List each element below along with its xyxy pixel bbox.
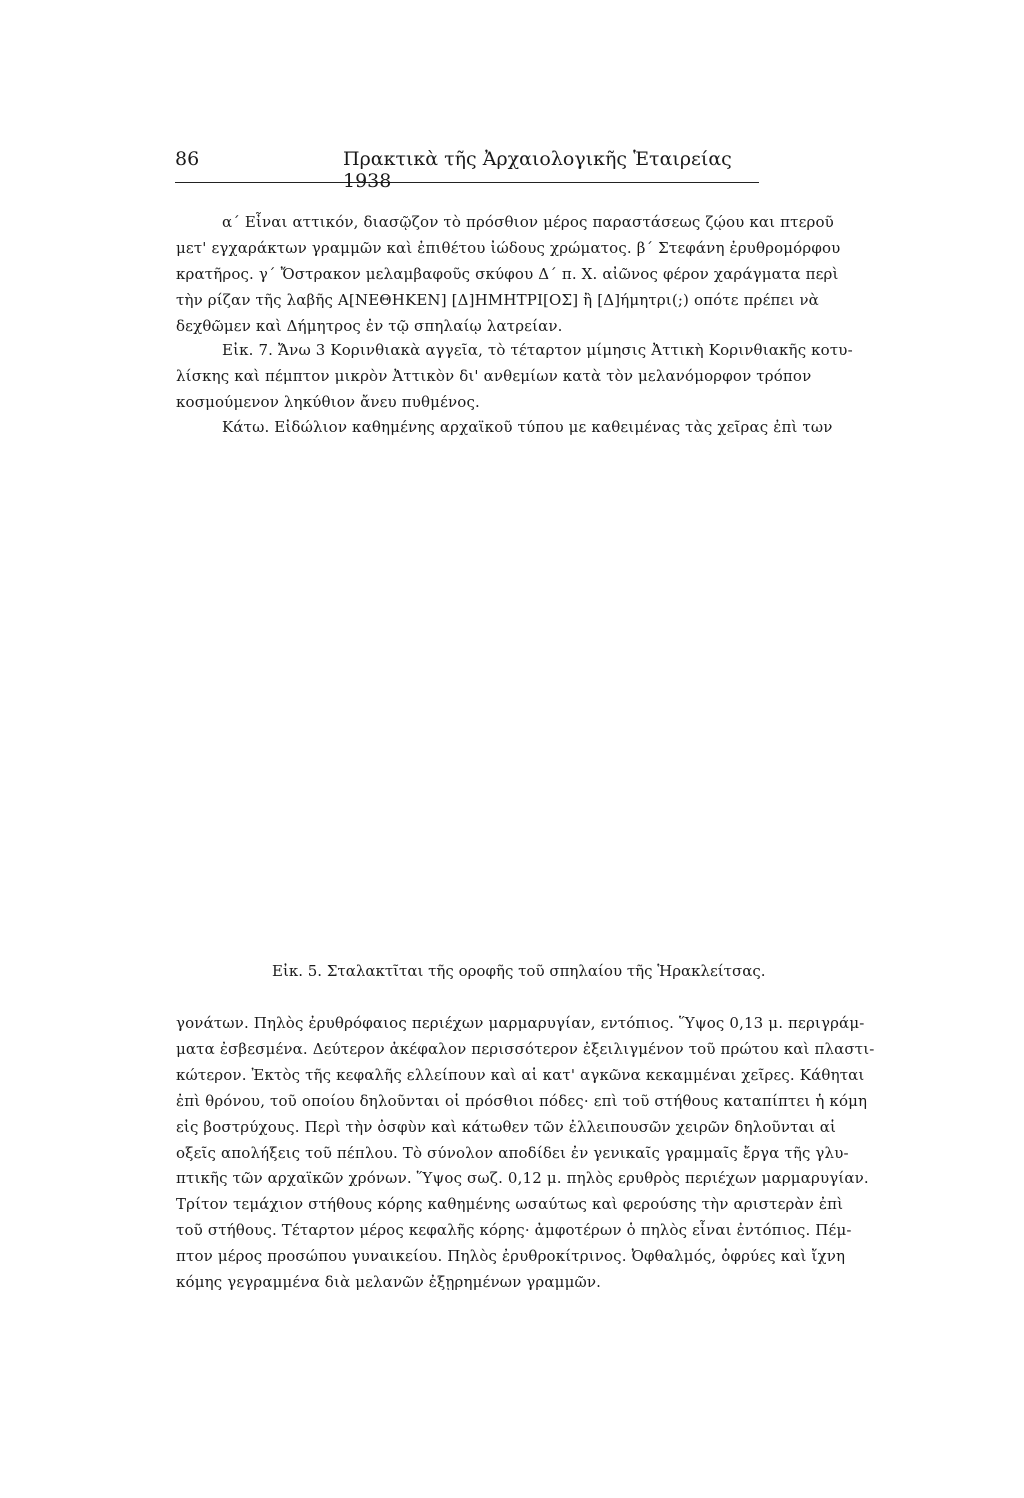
text-line: ματα ἐσβεσμένα. Δεύτερον ἀκέφαλον περισσότερον ἐξειλιγμένον τοῦ πρώτου καὶ πλαστι- [176,1040,875,1058]
text-line: δεχθῶμεν καὶ Δήμητρος ἐν τῷ σπηλαίῳ λατρείαν. [176,317,563,335]
text-line: τοῦ στήθους. Τέταρτον μέρος κεφαλῆς κόρης· ἀμφοτέρων ὁ πηλὸς εἶναι ἐντόπιος. Πέμ- [176,1221,852,1239]
text-line: κόμης γεγραμμένα διὰ μελανῶν ἐξῃρημένων γραμμῶν. [176,1273,602,1291]
text-line: πτον μέρος προσώπου γυναικείου. Πηλὸς ἐρυθροκίτρινος. Ὀφθαλμός, ὀφρύες καὶ ἴχνη [176,1247,846,1265]
page-number: 86 [175,148,200,170]
page-header [175,148,759,192]
text-line: μετ' εγχαράκτων γραμμῶν καὶ ἐπιθέτου ἰώδους χρώματος. β΄ Στεφάνη ἐρυθρομόρφου [176,239,841,257]
text-line: οξεῖς απολήξεις τοῦ πέπλου. Τὸ σύνολον αποδίδει ἐν γενικαῖς γραμμαῖς ἔργα τῆς γλυ- [176,1144,849,1162]
text-line: γονάτων. Πηλὸς ἐρυθρόφαιος περιέχων μαρμαρυγίαν, εντόπιος. Ὕψος 0,13 μ. περιγράμ- [176,1014,865,1032]
text-line: Κάτω. Εἰδώλιον καθημένης αρχαϊκοῦ τύπου με καθειμένας τὰς χεῖρας ἐπὶ των [222,418,833,436]
text-line: κώτερον. Ἐκτὸς τῆς κεφαλῆς ελλείπουν καὶ αἱ κατ' αγκῶνα κεκαμμέναι χεῖρες. Κάθηται [176,1066,865,1084]
text-line: εἰς βοστρύχους. Περὶ τὴν ὀσφὺν καὶ κάτωθεν τῶν ἐλλειπουσῶν χειρῶν δηλοῦνται αἱ [176,1118,837,1136]
text-line: Τρίτον τεμάχιον στήθους κόρης καθημένης ωσαύτως καὶ φερούσης τὴν αριστερὰν ἐπὶ [176,1195,844,1213]
text-line: λίσκης καὶ πέμπτον μικρὸν Ἀττικὸν δι' ανθεμίων κατὰ τὸν μελανόμορφον τρόπον [176,367,812,385]
text-line: πτικῆς τῶν αρχαϊκῶν χρόνων. Ὕψος σωζ. 0,12 μ. πηλὸς ερυθρὸς περιέχων μαρμαρυγίαν. [176,1169,869,1187]
text-line: τὴν ρίζαν τῆς λαβῆς Α[ΝΕΘΗΚΕΝ] [Δ]ΗΜΗΤΡΙ[ΟΣ] ἢ [Δ]ήμητρι(;) οπότε πρέπει νὰ [176,291,819,309]
text-line: κοσμούμενον ληκύθιον ἄνευ πυθμένος. [176,393,480,411]
running-title: Πρακτικὰ τῆς Ἀρχαιολογικῆς Ἑταιρείας 1938 [343,148,732,192]
figure-caption: Εἰκ. 5. Σταλακτῖται τῆς οροφῆς τοῦ σπηλαίου τῆς Ἡρακλείτσας. [272,962,766,980]
text-line: ἐπὶ θρόνου, τοῦ οποίου δηλοῦνται οἱ πρόσθιοι πόδες· επὶ τοῦ στήθους καταπίπτει ἡ κόμη [176,1092,868,1110]
text-line: κρατῆρος. γ΄ Ὄστρακον μελαμβαφοῦς σκύφου Δ΄ π. Χ. αἰῶνος φέρον χαράγματα περὶ [176,265,839,283]
text-line: α΄ Εἶναι αττικόν, διασῷζον τὸ πρόσθιον μέρος παραστάσεως ζῴου και πτεροῦ [222,213,834,231]
text-line: Εἰκ. 7. Ἄνω 3 Κορινθιακὰ αγγεῖα, τὸ τέταρτον μίμησις Ἀττικὴ Κορινθιακῆς κοτυ- [222,341,853,359]
